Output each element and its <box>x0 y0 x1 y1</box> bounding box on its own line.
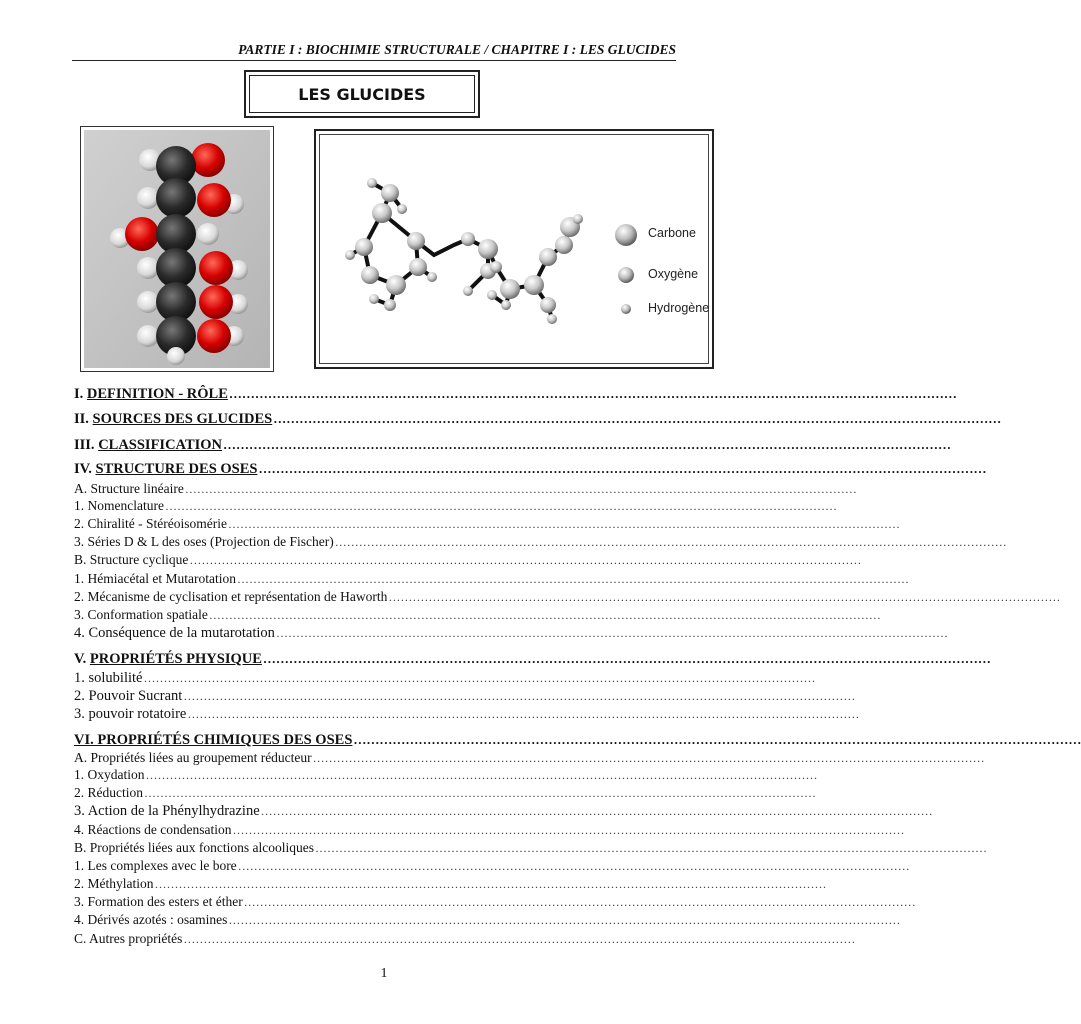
ball-and-stick-model-figure <box>314 129 714 369</box>
toc-item-structure-cyclique: B. Structure cyclique …………………………………………………………………………………………………………………………………………………… <box>74 552 862 567</box>
hydrogen-legend-sphere <box>621 304 631 314</box>
toc-item-classification: III. CLASSIFICATION …………………………………………………………………………………………………………………………………………………… <box>74 437 952 453</box>
oxygen-legend-sphere <box>618 267 634 283</box>
toc-item-chiralite: 2. Chiralité - Stéréoisomérie …………………………………………………………………………………………………………………………………………………… <box>74 516 900 531</box>
toc-item-solubilite: 1. solubilité …………………………………………………………………………………………………………………………………………………… <box>74 670 816 686</box>
toc-item-osamines: 4. Dérivés azotés : osamines …………………………………………………………………………………………………………………………………………………… <box>74 912 901 927</box>
toc-item-definition: I. DEFINITION - RÔLE …………………………………………………………………………………………………………………………………………………… <box>74 386 957 402</box>
toc-item-fonctions-alcooliques: B. Propriétés liées aux fonctions alcooliques …………………………………………………………………………………………………………………………………………………… <box>74 840 987 855</box>
title-box <box>244 70 480 118</box>
toc-item-condensation: 4. Réactions de condensation …………………………………………………………………………………………………………………………………………………… <box>74 822 905 837</box>
toc-item-groupement-reducteur: A. Propriétés liées au groupement réducteur …………………………………………………………………………………………………………………………………………………… <box>74 750 985 765</box>
toc-item-esters-ether: 3. Formation des esters et éther …………………………………………………………………………………………………………………………………………………… <box>74 894 916 909</box>
running-header-text: PARTIE I : BIOCHIMIE STRUCTURALE / CHAPITRE I : LES GLUCIDES <box>238 42 676 57</box>
carbon-legend-sphere <box>615 224 637 246</box>
toc-item-proprietes-chimiques: VI. PROPRIÉTÉS CHIMIQUES DES OSES …………………………………………………………………………………………………………………………………………………… <box>74 732 1081 748</box>
toc-item-reduction: 2. Réduction …………………………………………………………………………………………………………………………………………………… <box>74 785 816 800</box>
ball-and-stick-model-image <box>320 135 712 367</box>
toc-item-structure-oses: IV. STRUCTURE DES OSES …………………………………………………………………………………………………………………………………………………… <box>74 461 987 477</box>
toc-item-nomenclature: 1. Nomenclature …………………………………………………………………………………………………………………………………………………… <box>74 498 837 513</box>
toc-item-pouvoir-rotatoire: 3. pouvoir rotatoire …………………………………………………………………………………………………………………………………………………… <box>74 706 860 722</box>
toc-item-methylation: 2. Méthylation …………………………………………………………………………………………………………………………………………………… <box>74 876 827 891</box>
toc-item-autres-proprietes: C. Autres propriétés …………………………………………………………………………………………………………………………………………………… <box>74 931 856 946</box>
toc-item-series-d-l: 3. Séries D & L des oses (Projection de Fischer) …………………………………………………………………………………………………………………………………………………… <box>74 534 1007 549</box>
space-filling-model-image <box>84 130 270 368</box>
toc-item-proprietes-physique: V. PROPRIÉTÉS PHYSIQUE …………………………………………………………………………………………………………………………………………………… <box>74 651 991 667</box>
toc-item-haworth: 2. Mécanisme de cyclisation et représentation de Haworth …………………………………………………………………………………………………………………………………………………… <box>74 589 1061 604</box>
legend-carbone: Carbone <box>648 226 696 240</box>
page-number: 1 <box>380 966 388 981</box>
toc-item-structure-lineaire: A. Structure linéaire …………………………………………………………………………………………………………………………………………………… <box>74 481 857 496</box>
toc-item-mutarotation: 4. Conséquence de la mutarotation …………………………………………………………………………………………………………………………………………………… <box>74 625 948 641</box>
running-header <box>72 42 676 61</box>
toc-item-sources: II. SOURCES DES GLUCIDES …………………………………………………………………………………………………………………………………………………… <box>74 411 1002 427</box>
legend-hydrogene: Hydrogène <box>648 301 710 315</box>
space-filling-model-figure <box>80 126 274 372</box>
toc-item-oxydation: 1. Oxydation …………………………………………………………………………………………………………………………………………………… <box>74 767 818 782</box>
toc-item-hemiacetal: 1. Hémiacétal et Mutarotation …………………………………………………………………………………………………………………………………………………… <box>74 571 909 586</box>
legend-oxygene: Oxygène <box>648 267 699 281</box>
toc-item-complexes-bore: 1. Les complexes avec le bore …………………………………………………………………………………………………………………………………………………… <box>74 858 910 873</box>
page-title: LES GLUCIDES <box>249 75 475 113</box>
toc-item-pouvoir-sucrant: 2. Pouvoir Sucrant …………………………………………………………………………………………………………………………………………………… <box>74 688 856 704</box>
toc-item-phenylhydrazine: 3. Action de la Phénylhydrazine …………………………………………………………………………………………………………………………………………………… <box>74 803 933 819</box>
toc-item-conformation: 3. Conformation spatiale …………………………………………………………………………………………………………………………………………………… <box>74 607 881 622</box>
